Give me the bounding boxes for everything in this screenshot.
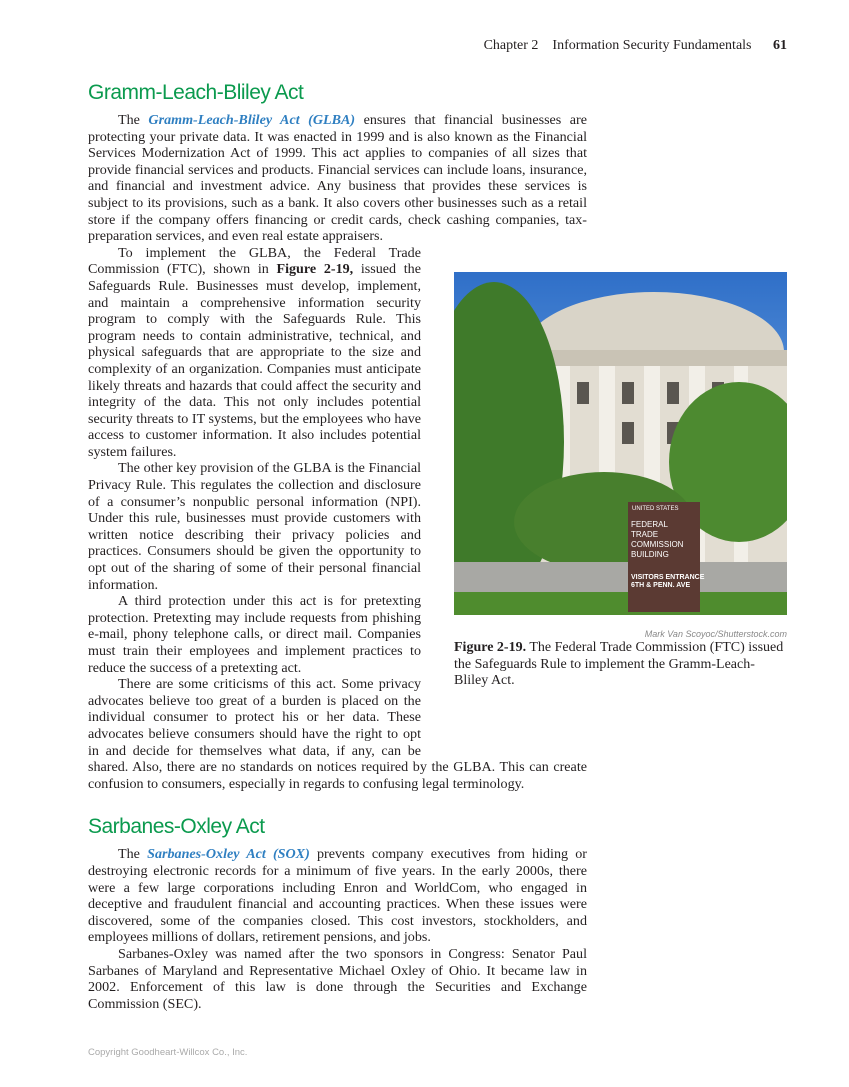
paragraph [88, 112, 587, 245]
paragraph: The other key provision of the GLBA is the Financial Privacy Rule. This regulates the collection and disclosure of a consumer’s nonpublic personal information (NPI). Under this rule, businesses must provide customers with written notice describing their privacy policies and practices. Consumers should be given the opportunity to opt out of the sharing of some of their personal financial information. [88, 460, 421, 593]
paragraph: A third protection under this act is for pretexting protection. Pretexting may include requests from phishing e-mail, phony telephone calls, or direct mail. Companies must train their employees and implement practices to reduce the success of a pretexting act. [88, 593, 421, 676]
paragraph [88, 846, 587, 946]
ftc-building-photo [454, 272, 787, 615]
paragraph: There are some criticisms of this act. Some privacy advocates believe too great of a burden is placed on the individual consumer to protect his or her data. These advocates believe consumers should have the right to opt in and decide for themselves what data, if any, can be shared. Also, there are no standards on notices required by the GLBA. This can create confusion to consumers, especially in regards to confusing legal terminology. [88, 676, 587, 792]
photo-credit: Mark Van Scoyoc/Shutterstock.com [644, 629, 787, 639]
chapter-title: Information Security Fundamentals [552, 38, 752, 53]
text: To implement the GLBA, the Federal Trade Commission (FTC), shown in [88, 244, 421, 278]
text: issued the Safeguards Rule. Businesses must develop, implement, and maintain a comprehensive information security program to comply with the Safeguards Rule. This program needs to contain administrative, technical, and physical safeguards that are appropriate to the size and complexity of an organization. Companies must anticipate likely threats and hazards that could affect the security and integrity of the data. This not only includes potential security threats to IT systems, but the employees who have access to customer information. It also includes potential system failures. [88, 261, 421, 460]
key-term[interactable]: Sarbanes-Oxley Act (SOX) [147, 846, 310, 863]
page-number: 61 [773, 38, 787, 53]
sign-name [628, 520, 700, 560]
section-heading-glba: Gramm-Leach-Bliley Act [88, 81, 304, 104]
figure-caption [454, 640, 787, 690]
sign-text: VISITORS ENTRANCE [631, 574, 705, 581]
sign-text: BUILDING [631, 550, 669, 559]
paragraph: Sarbanes-Oxley was named after the two sponsors in Congress: Senator Paul Sarbanes of Maryland and Representative Michael Oxley of Ohio. It became law in 2002. Enforcement of this law is done through the Securities and Exchange Commission (SEC). [88, 945, 587, 1012]
sign-text: TRADE [631, 530, 659, 539]
sign-text: COMMISSION [631, 540, 684, 549]
running-header [484, 38, 787, 54]
ftc-sign [628, 502, 705, 612]
sign-text: UNITED STATES [632, 506, 679, 512]
sign-text: FEDERAL [631, 520, 668, 529]
building-illustration [454, 272, 787, 615]
text: The [118, 846, 148, 863]
caption-text: The Federal Trade Commission (FTC) issued the Safeguards Rule to implement the Gramm-Leach-Bliley Act. [454, 640, 784, 689]
sign-bottom [628, 560, 705, 590]
chapter-number: Chapter 2 [483, 38, 539, 53]
figure-reference[interactable]: Figure 2-19, [276, 261, 354, 278]
text: ensures that financial businesses are protecting your private data. It was enacted in 1999 and is also known as the Financial Services Modernization Act of 1999. This act applies to companies of all sizes that provide financial services and products. Financial services can include loans, insurance, and financial and investment advice. Any business that provides these services is subject to its provisions, such as a bank. It also covers other businesses such as a retail store if the company offers financing or credit cards, check cashing companies, tax-preparation services, and even real estate appraisers. [88, 112, 587, 245]
sign-text: 6TH & PENN. AVE [631, 582, 691, 589]
figure-label: Figure 2-19. [454, 640, 527, 655]
copyright-footer: Copyright Goodheart-Willcox Co., Inc. [88, 1047, 248, 1058]
section-heading-sox: Sarbanes-Oxley Act [88, 815, 265, 839]
text: The [118, 112, 149, 128]
text: prevents company executives from hiding or destroying electronic records for a minimum of five years. In the early 2000s, there were a few large corporations including Enron and WorldCom, who engaged in deceptive and fraudulent financial and accounting practices. When these issues were discovered, some of the companies closed. This cost investors, stockholders, and employees millions of dollars, retirement pensions, and jobs. [88, 846, 587, 946]
key-term[interactable]: Gramm-Leach-Bliley Act (GLBA) [148, 112, 356, 128]
figure-2-19 [454, 272, 787, 690]
